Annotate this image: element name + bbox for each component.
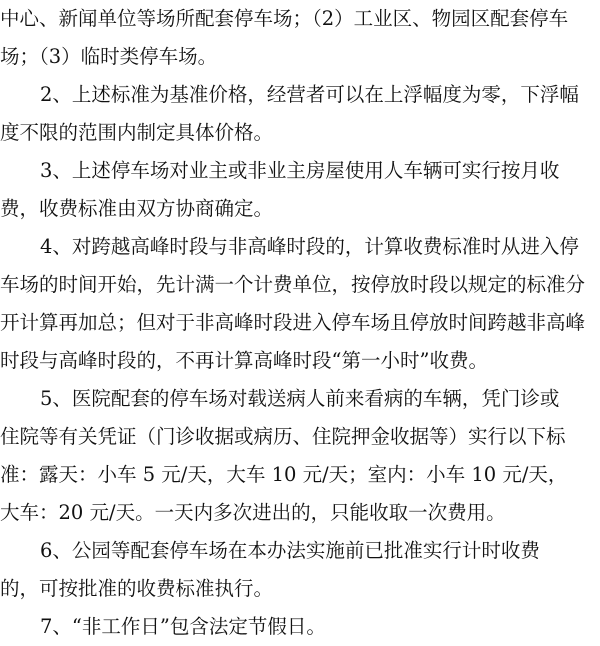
- paragraph-line: 场；（3）临时类停车场。: [0, 45, 218, 68]
- paragraph-line: 7、“非工作日”包含法定节假日。: [40, 615, 326, 638]
- paragraph-line: 5、医院配套的停车场对载送病人前来看病的车辆，凭门诊或: [40, 387, 560, 410]
- paragraph-line: 准：露天：小车 5 元/天，大车 10 元/天；室内：小车 10 元/天，: [0, 463, 568, 486]
- paragraph-line: 3、上述停车场对业主或非业主房屋使用人车辆可实行按月收: [40, 159, 560, 182]
- paragraph-line: 中心、新闻单位等场所配套停车场；（2）工业区、物园区配套停车: [0, 7, 569, 30]
- paragraph-line: 开计算再加总；但对于非高峰时段进入停车场且停放时间跨越非高峰: [0, 311, 586, 334]
- paragraph-line: 4、对跨越高峰时段与非高峰时段的，计算收费标准时从进入停: [40, 235, 579, 258]
- paragraph-line: 2、上述标准为基准价格，经营者可以在上浮幅度为零，下浮幅: [40, 83, 579, 106]
- paragraph-line: 6、公园等配套停车场在本办法实施前已批准实行计时收费: [40, 539, 540, 562]
- paragraph-line: 费，收费标准由双方协商确定。: [0, 197, 274, 220]
- paragraph-line: 大车：20 元/天。一天内多次进出的，只能收取一次费用。: [0, 501, 506, 524]
- paragraph-line: 度不限的范围内制定具体价格。: [0, 121, 274, 144]
- paragraph-line: 住院等有关凭证（门诊收据或病历、住院押金收据等）实行以下标: [0, 425, 566, 448]
- paragraph-line: 车场的时间开始，先计满一个计费单位，按停放时段以规定的标准分: [0, 273, 586, 296]
- paragraph-line: 的，可按批准的收费标准执行。: [0, 577, 274, 600]
- paragraph-line: 时段与高峰时段的，不再计算高峰时段“第一小时”收费。: [0, 349, 488, 372]
